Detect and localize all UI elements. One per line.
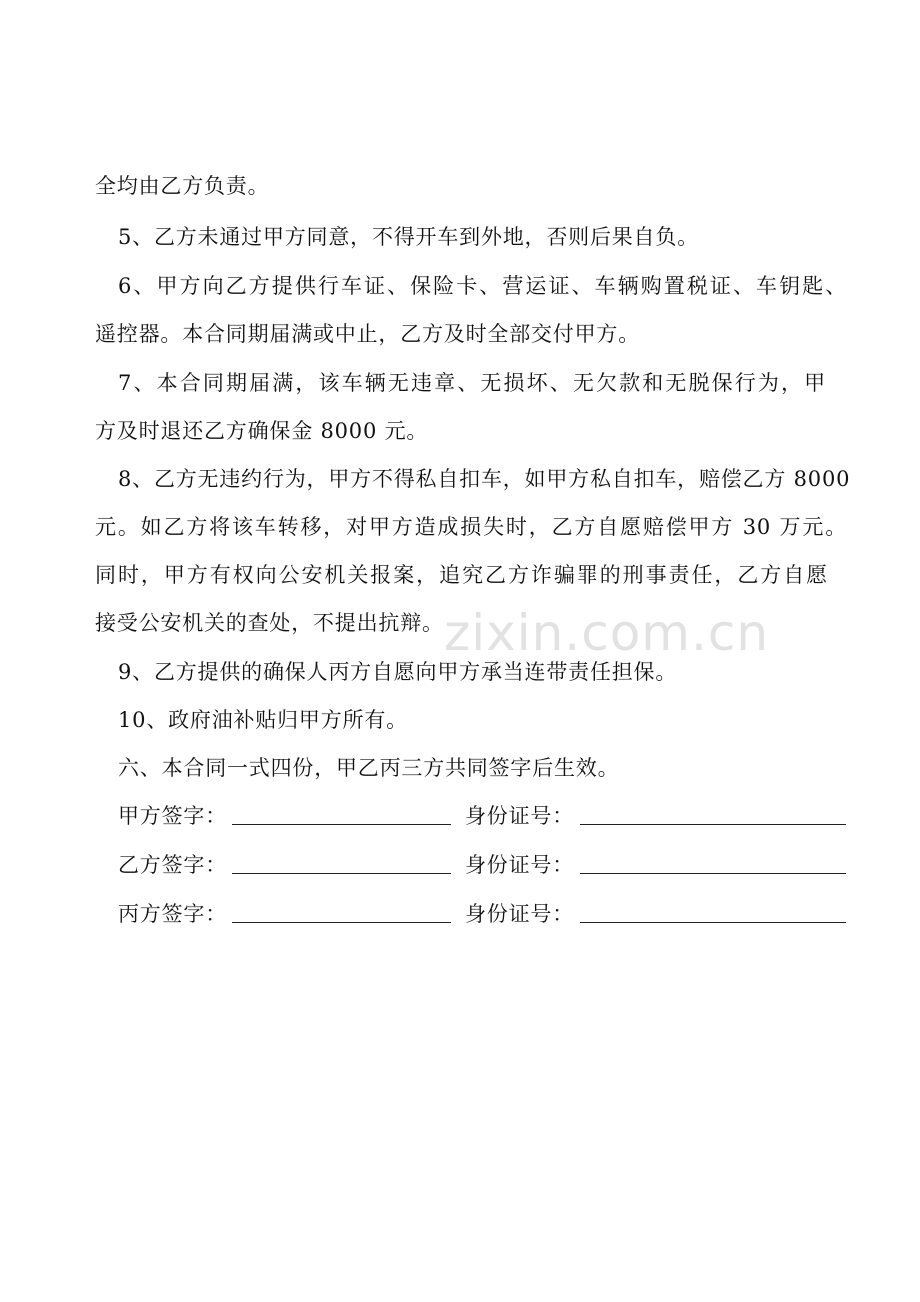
clause-8-line-4: 接受公安机关的查处，不提出抗辩。 (95, 611, 444, 635)
party-c-sign-label: 丙方签字： (118, 902, 227, 926)
clause-6-line-2: 遥控器。本合同期届满或中止，乙方及时全部交付甲方。 (95, 322, 640, 346)
clause-5: 5、乙方未通过甲方同意，不得开车到外地，否则后果自负。 (118, 225, 699, 249)
party-a-signature-blank[interactable] (232, 824, 451, 825)
clause-8-line-2: 元。如乙方将该车转移，对甲方造成损失时，乙方自愿赔偿甲方 30 万元。 (95, 515, 847, 539)
clause-8-line-3: 同时，甲方有权向公安机关报案，追究乙方诈骗罪的刑事责任，乙方自愿 (95, 563, 828, 587)
clause-7-line-1: 7、本合同期届满，该车辆无违章、无损坏、无欠款和无脱保行为，甲 (118, 371, 826, 395)
party-c-signature-blank[interactable] (232, 922, 451, 923)
signature-row-party-c (118, 900, 848, 930)
party-b-signature-blank[interactable] (232, 873, 451, 874)
party-b-sign-label: 乙方签字： (118, 853, 227, 877)
signature-row-party-b (118, 851, 848, 881)
signature-row-party-a (118, 802, 848, 832)
watermark: zixin.com.cn (444, 604, 770, 662)
paragraph-line-continuation: 全均由乙方负责。 (95, 174, 270, 198)
party-b-id-label: 身份证号： (465, 853, 574, 877)
party-c-id-label: 身份证号： (465, 902, 574, 926)
party-a-id-label: 身份证号： (465, 804, 574, 828)
clause-6-line-1: 6、甲方向乙方提供行车证、保险卡、营运证、车辆购置税证、车钥匙、 (118, 274, 847, 298)
party-b-id-blank[interactable] (580, 873, 846, 874)
clause-10: 10、政府油补贴归甲方所有。 (118, 708, 408, 732)
clause-7-line-2: 方及时退还乙方确保金 8000 元。 (95, 419, 429, 443)
clause-9: 9、乙方提供的确保人丙方自愿向甲方承当连带责任担保。 (118, 660, 678, 684)
clause-8-line-1: 8、乙方无违约行为，甲方不得私自扣车，如甲方私自扣车，赔偿乙方 8000 (118, 467, 851, 491)
party-a-id-blank[interactable] (580, 824, 846, 825)
party-a-sign-label: 甲方签字： (118, 804, 227, 828)
party-c-id-blank[interactable] (580, 922, 846, 923)
section-6: 六、本合同一式四份，甲乙丙三方共同签字后生效。 (118, 756, 620, 780)
